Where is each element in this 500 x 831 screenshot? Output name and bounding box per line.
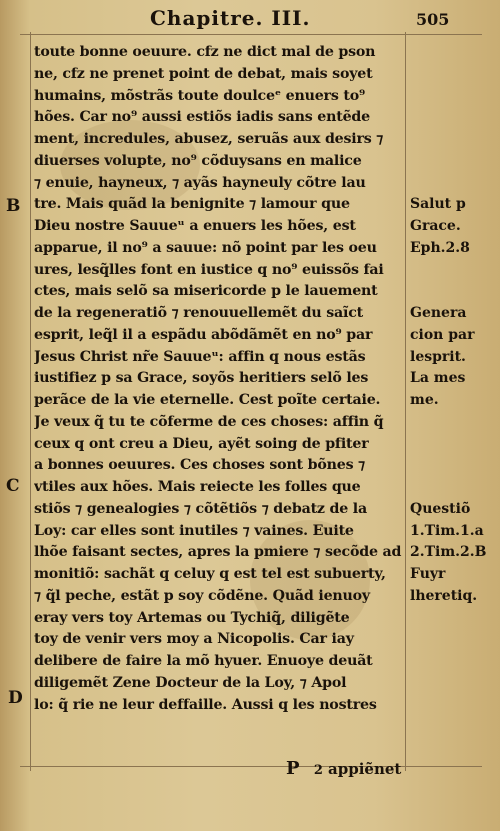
text-line: Loy: car elles sont inutiles ⁊ vaines. Euite [34, 522, 354, 539]
text-line: ne, cfz ne prenet point de debat, mais soyet [34, 65, 373, 82]
side-note: Grace. [410, 218, 461, 234]
text-line: stiõs ⁊ genealogies ⁊ cõtẽtiõs ⁊ debatz de la [34, 500, 367, 517]
side-note: 1.Tim.1.a [410, 522, 484, 539]
signature-number: 2 [313, 763, 323, 778]
running-title: Chapitre. III. [150, 6, 311, 30]
side-note: Salut p [410, 196, 466, 213]
text-line: ceux q ont creu a Dieu, ayẽt soing de pfiter [34, 435, 369, 452]
head-ruling-line [20, 34, 482, 35]
text-line: vtiles aux hões. Mais reiecte les folles que [34, 479, 361, 495]
text-line: tre. Mais quãd la benignite ⁊ lamour que [34, 196, 350, 213]
text-line: Jesus Christ nr̃e Sauueᵘ: affin q nous estãs [34, 348, 366, 365]
side-note: lheretiq. [410, 587, 478, 604]
text-line: lhõe faisant sectes, apres la pmiere ⁊ secõde ad [34, 544, 402, 561]
text-line: toute bonne oeuure. cfz ne dict mal de pson [34, 44, 376, 60]
side-note: La mes [410, 370, 466, 387]
text-line: ctes, mais selõ sa misericorde p le lauement [34, 283, 378, 300]
text-line: perãce de la vie eternelle. Cest poĩte certaie. [34, 392, 381, 408]
side-note: 2.Tim.2.B [410, 544, 487, 561]
text-line: monitiõ: sachãt q celuy q est tel est subuerty, [34, 566, 386, 582]
signature-mark [286, 758, 323, 779]
text-line: de la regeneratiõ ⁊ renouuellemẽt du saĩct [34, 305, 364, 321]
margin-marker-c: C [6, 476, 20, 496]
text-line: eray vers toy Artemas ou Tychiq̃, diligẽte [34, 609, 350, 626]
folio-number: 505 [416, 10, 450, 29]
text-line: apparue, il no⁹ a sauue: nõ point par les oeu [34, 239, 377, 256]
text-line: diligemẽt Zene Docteur de la Loy, ⁊ Apol [34, 674, 347, 691]
side-note: lesprit. [410, 348, 466, 365]
text-line: Je veux q̃ tu te cõferme de ces choses: affin q̃ [34, 413, 384, 430]
main-text-column [34, 42, 406, 716]
text-line: a bonnes oeuures. Ces choses sont bõnes ⁊ [34, 457, 365, 474]
text-line: ⁊ q̃l peche, estãt p soy cõdẽne. Quãd ienuoy [34, 587, 370, 604]
margin-marker-d: D [8, 688, 23, 708]
text-line: ⁊ enuie, hayneux, ⁊ ayãs hayneuly cõtre lau [34, 174, 366, 191]
text-line: humains, mõstrãs toute doulceᵉ enuers to⁹ [34, 87, 365, 104]
side-note: Fuyr [410, 566, 446, 582]
text-line: iustifiez p sa Grace, soyõs heritiers selõ les [34, 370, 369, 387]
text-line: ures, lesq̃lles font en iustice q no⁹ euissõs fai [34, 261, 384, 278]
text-line: esprit, leq̃l il a espãdu abõdãmẽt en no⁹ par [34, 326, 373, 343]
page-header [0, 6, 500, 32]
margin-marker-b: B [6, 196, 21, 216]
side-note: Eph.2.8 [410, 239, 470, 256]
side-note: me. [410, 392, 439, 408]
text-line: diuerses volupte, no⁹ cõduysans en malice [34, 152, 362, 169]
text-line: ment, incredules, abusez, seruãs aux desirs ⁊ [34, 131, 384, 147]
text-line: delibere de faire la mõ hyuer. Enuoye deuãt [34, 653, 373, 669]
text-line: Dieu nostre Sauueᵘ a enuers les hões, est [34, 218, 356, 234]
signature-letter: P [286, 758, 300, 779]
page-footer [0, 758, 500, 784]
text-line: toy de venir vers moy a Nicopolis. Car iay [34, 631, 354, 648]
left-ruling-line [30, 32, 31, 771]
side-note: Genera [410, 305, 467, 321]
side-note: Questiõ [410, 500, 471, 517]
text-line: lo: q̃ rie ne leur deffaille. Aussi q les nostres [34, 696, 377, 713]
catchword: appiẽnet [328, 760, 402, 778]
text-line: hões. Car no⁹ aussi estiõs iadis sans entẽde [34, 109, 370, 126]
side-note: cion par [410, 326, 475, 343]
